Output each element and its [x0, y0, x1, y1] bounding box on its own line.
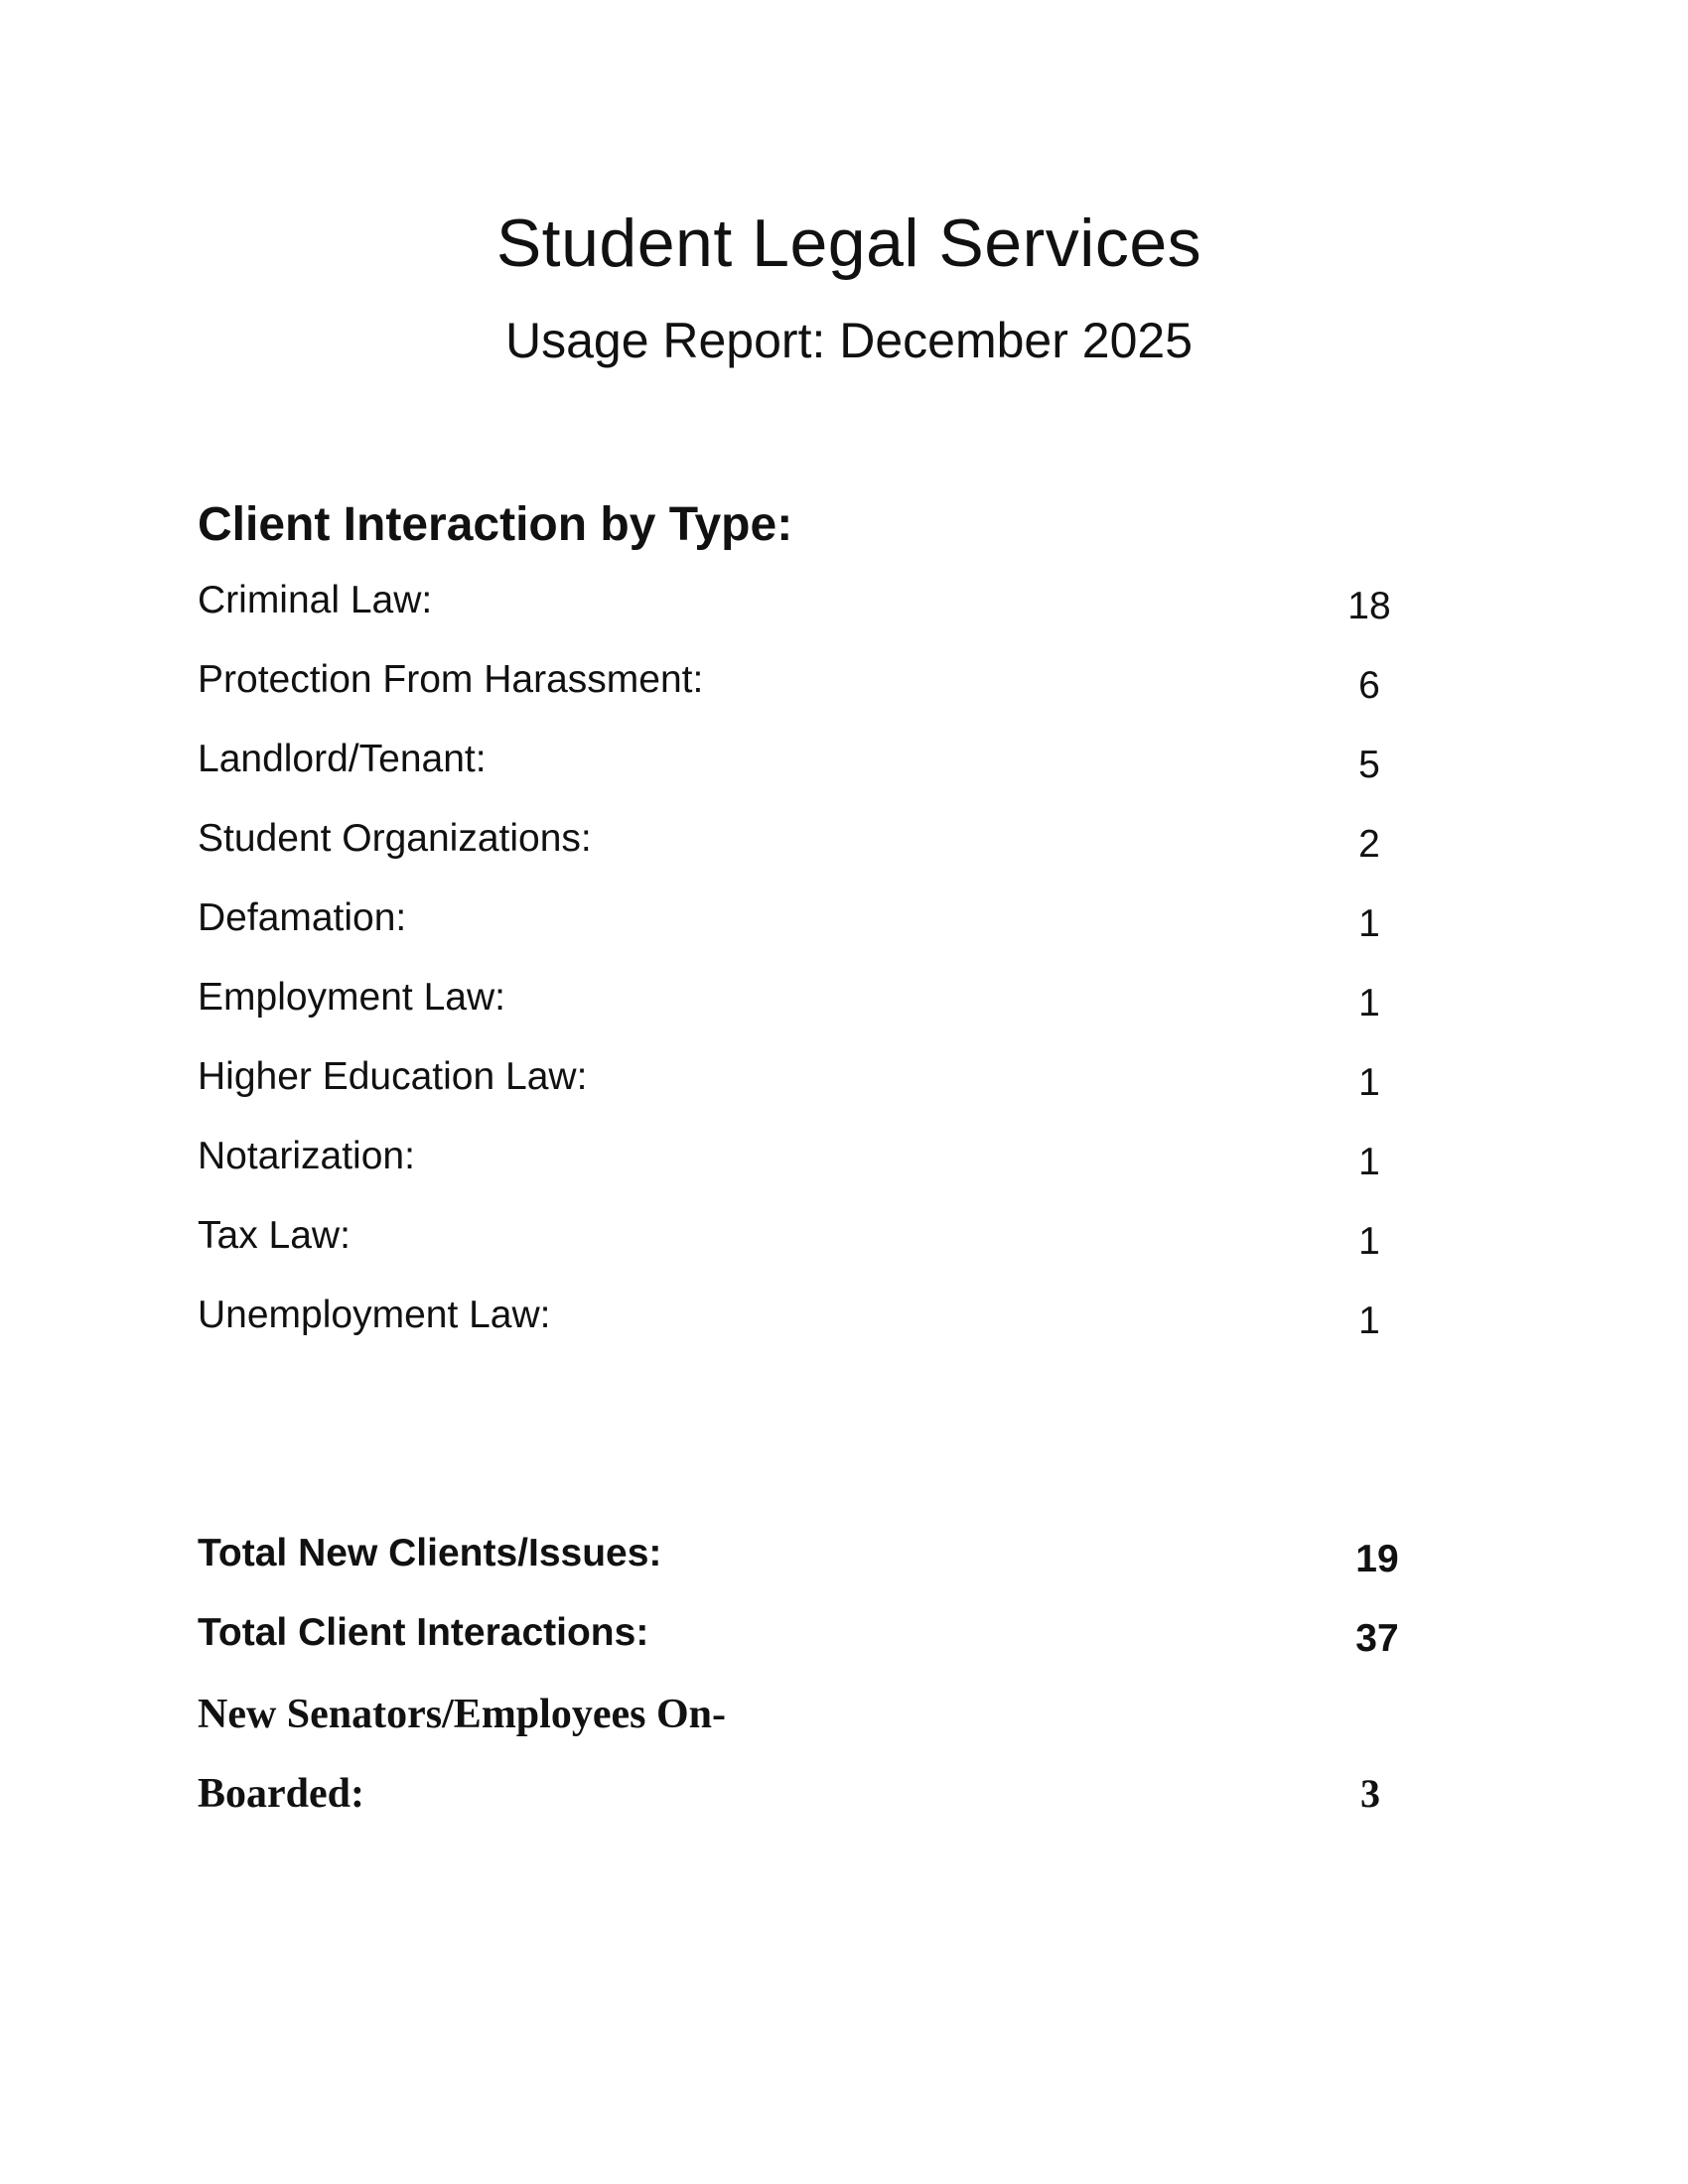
row-value: 18 — [1347, 585, 1391, 627]
section-heading: Client Interaction by Type: — [198, 498, 793, 551]
page-title: Student Legal Services — [495, 205, 1202, 281]
row-value: 1 — [1358, 902, 1380, 945]
row-label: Defamation: — [198, 896, 407, 939]
total-new-clients-value: 19 — [1355, 1538, 1399, 1580]
interaction-row-tax-law — [198, 1211, 1389, 1271]
row-label: Student Organizations: — [198, 817, 592, 860]
row-value: 2 — [1358, 823, 1380, 866]
row-value: 6 — [1358, 664, 1380, 707]
row-label: Employment Law: — [198, 976, 505, 1019]
onboarded-value: 3 — [1360, 1771, 1380, 1816]
row-value: 1 — [1358, 1299, 1380, 1342]
total-client-interactions-row — [198, 1608, 1399, 1668]
page-subtitle: Usage Report: December 2025 — [504, 313, 1194, 368]
onboarded-label-line-2: Boarded: — [198, 1771, 364, 1817]
row-value: 1 — [1358, 982, 1380, 1024]
row-label: Criminal Law: — [198, 579, 433, 621]
interaction-row-criminal-law — [198, 576, 1389, 635]
interaction-row-landlord-tenant — [198, 735, 1389, 794]
total-client-interactions-value: 37 — [1355, 1617, 1399, 1660]
row-value: 1 — [1358, 1141, 1380, 1183]
interaction-row-unemployment-law — [198, 1291, 1389, 1350]
row-value: 5 — [1358, 744, 1380, 786]
row-label: Landlord/Tenant: — [198, 738, 487, 780]
interaction-row-employment-law — [198, 973, 1389, 1032]
interaction-row-defamation — [198, 893, 1389, 953]
interaction-row-student-organizations — [198, 814, 1389, 874]
total-new-clients-label: Total New Clients/Issues: — [198, 1532, 662, 1574]
row-label: Unemployment Law: — [198, 1294, 551, 1336]
interaction-row-protection-from-harassment — [198, 655, 1389, 715]
interaction-row-higher-education-law — [198, 1052, 1389, 1112]
total-client-interactions-label: Total Client Interactions: — [198, 1611, 649, 1654]
row-label: Protection From Harassment: — [198, 658, 704, 701]
total-new-clients-row — [198, 1529, 1399, 1588]
onboarded-label-line-1: New Senators/Employees On- — [198, 1692, 726, 1737]
row-label: Notarization: — [198, 1135, 415, 1177]
row-label: Higher Education Law: — [198, 1055, 588, 1098]
row-label: Tax Law: — [198, 1214, 351, 1257]
interaction-row-notarization — [198, 1132, 1389, 1191]
row-value: 1 — [1358, 1220, 1380, 1263]
row-value: 1 — [1358, 1061, 1380, 1104]
